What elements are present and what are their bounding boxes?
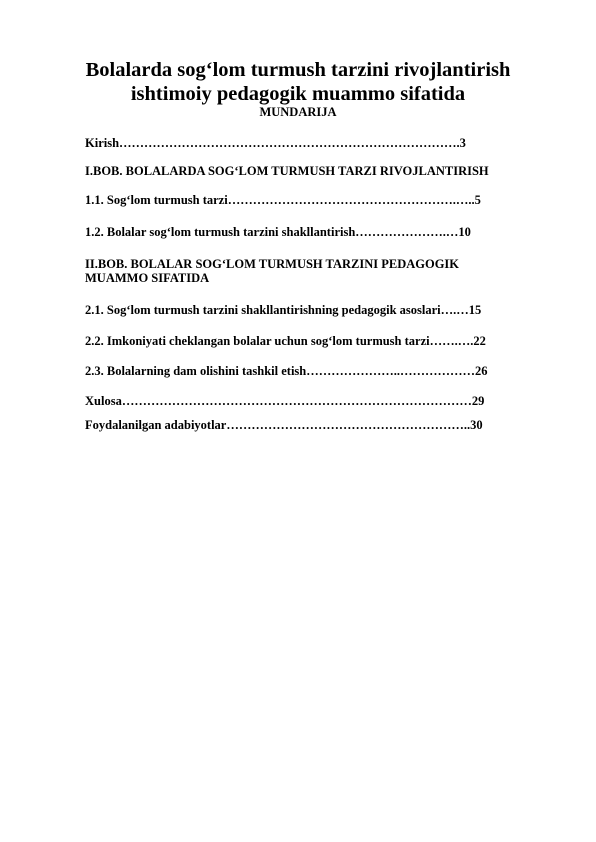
- toc-entry-xulosa: Xulosa…………………………………………………………………………29: [85, 394, 485, 408]
- toc-chapter-2: II.BOB. BOLALAR SOG‘LOM TURMUSH TARZINI PEDAGOGIK MUAMMO SIFATIDA: [85, 257, 460, 285]
- toc-chapter-1: I.BOB. BOLALARDA SOG‘LOM TURMUSH TARZI RIVOJLANTIRISH: [85, 164, 489, 178]
- toc-entry-kirish: Kirish……………………………………………………………………….3: [85, 136, 466, 150]
- toc-entry-1-2: 1.2. Bolalar sog‘lom turmush tarzini shakllantirish………………….…10: [85, 225, 471, 239]
- toc-entry-2-1: 2.1. Sog‘lom turmush tarzini shakllantirishning pedagogik asoslari….…15: [85, 303, 482, 317]
- contents-heading: MUNDARIJA: [259, 105, 337, 119]
- title-line-2: ishtimoiy pedagogik muammo sifatida: [130, 83, 466, 105]
- toc-entry-1-1: 1.1. Sog‘lom turmush tarzi……………………………………………….…..5: [85, 193, 481, 207]
- toc-entry-2-2: 2.2. Imkoniyati cheklangan bolalar uchun sog‘lom turmush tarzi…….….22: [85, 334, 486, 348]
- title-line-1: Bolalarda sog‘lom turmush tarzini rivojlantirish: [85, 59, 511, 81]
- document-title: [60, 58, 536, 106]
- toc-entry-adabiyotlar: Foydalanilgan adabiyotlar…………………………………………………..30: [85, 418, 483, 432]
- toc-entry-2-3: 2.3. Bolalarning dam olishini tashkil etish…………………..………………26: [85, 364, 488, 378]
